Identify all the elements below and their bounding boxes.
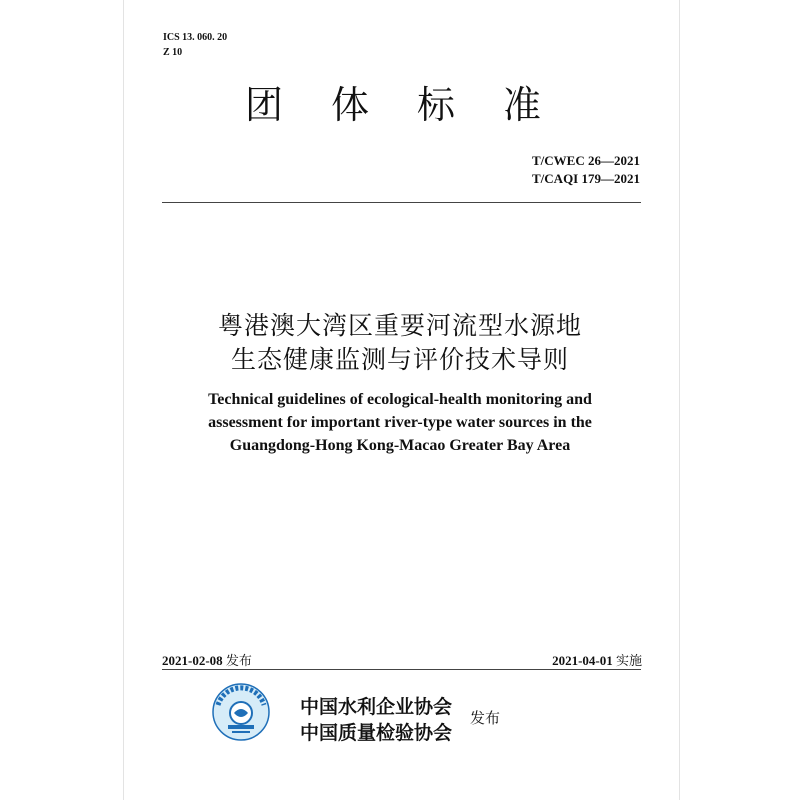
release-label: 发布 [225, 654, 252, 669]
standard-number-caqi: T/CAQI 179—2021 [532, 171, 640, 186]
implement-date-line [552, 650, 642, 669]
release-date-line [162, 650, 252, 669]
ics-code: ICS 13. 060. 20 [163, 32, 228, 43]
ccs-code: Z 10 [163, 47, 183, 58]
standard-numbers [532, 152, 640, 188]
classification-codes [163, 30, 227, 60]
implement-date: 2021-04-01 [552, 653, 613, 668]
release-date: 2021-02-08 [162, 653, 223, 668]
association-seal-icon [212, 683, 270, 741]
chinese-title-line-2: 生态健康监测与评价技术导则 [230, 345, 569, 374]
standard-type-title: 团体标准 [245, 83, 590, 127]
implement-label: 实施 [615, 654, 642, 669]
publish-label: 发布 [470, 709, 501, 727]
english-title [150, 388, 650, 457]
publisher-1: 中国水利企业协会 [300, 696, 453, 718]
bottom-divider [162, 669, 641, 670]
english-title-line-1: Technical guidelines of ecological-health monitoring and [208, 391, 592, 408]
publisher-2: 中国质量检验协会 [300, 722, 453, 744]
english-title-line-2: assessment for important river-type water sources in the [208, 414, 592, 431]
english-title-line-3: Guangdong-Hong Kong-Macao Greater Bay Area [229, 437, 571, 454]
publisher-list [300, 694, 452, 746]
top-divider [162, 202, 641, 203]
chinese-title-line-1: 粤港澳大湾区重要河流型水源地 [217, 311, 582, 340]
standard-number-cwec: T/CWEC 26—2021 [532, 153, 640, 168]
